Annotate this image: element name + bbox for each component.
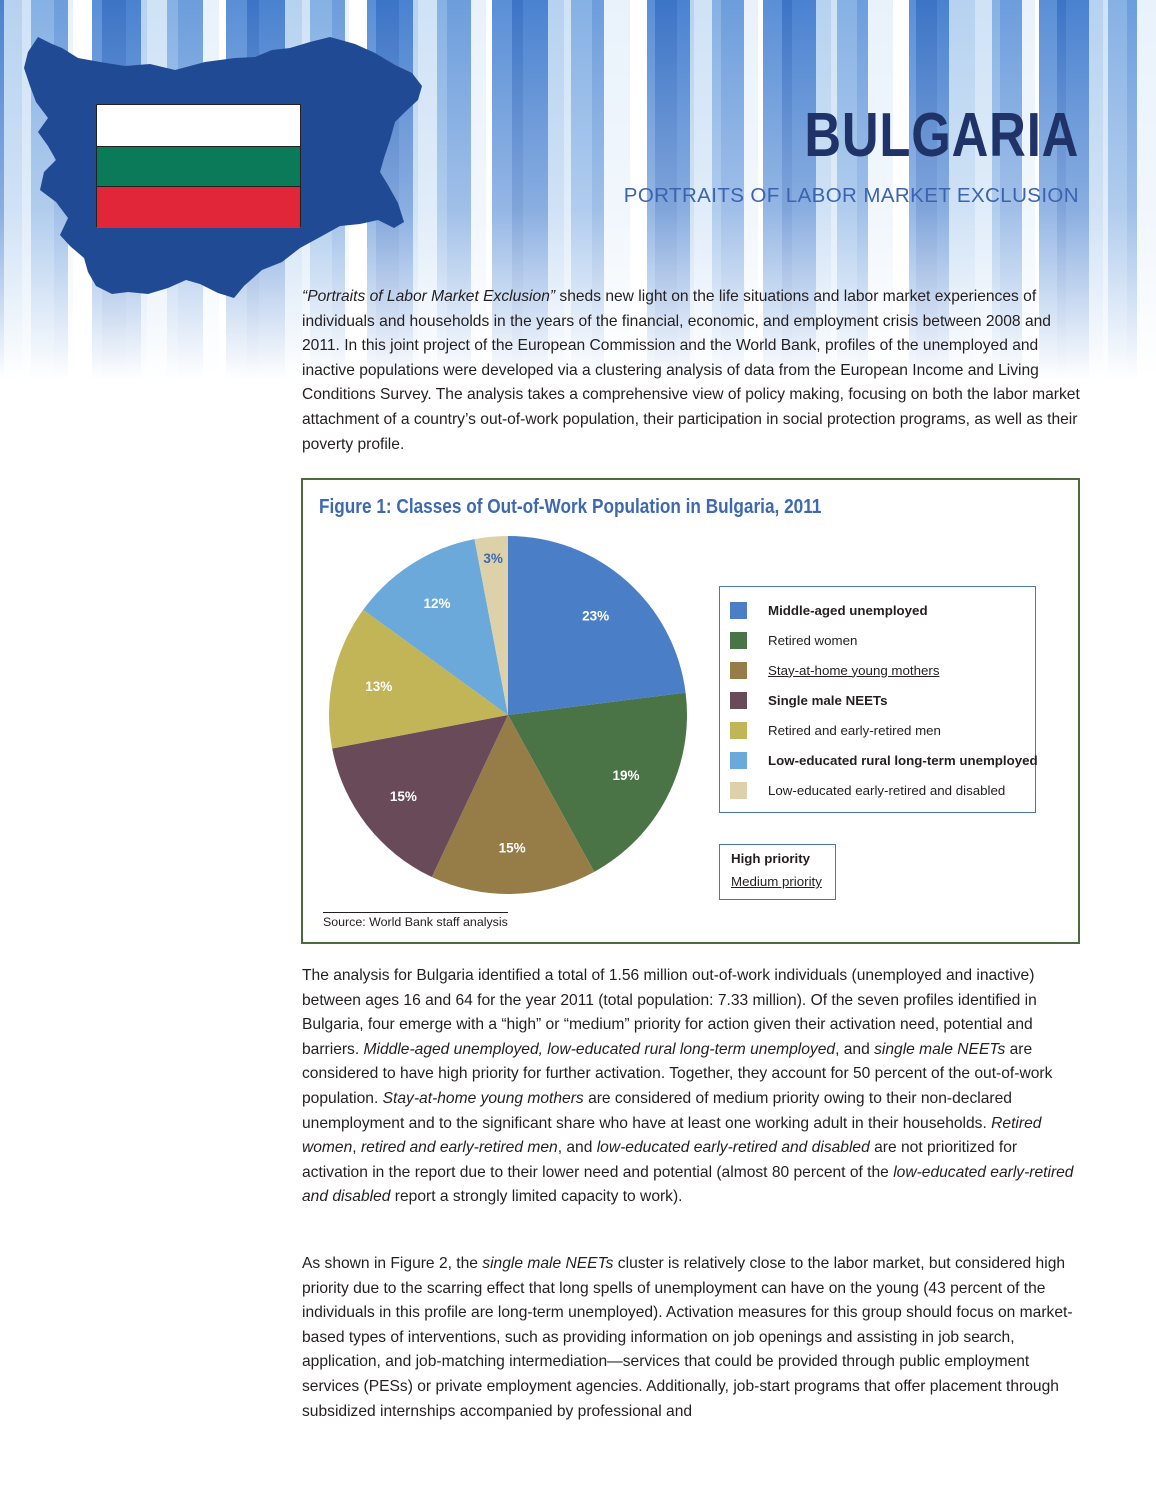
legend-item	[730, 780, 1005, 800]
legend-swatch	[730, 662, 747, 679]
flag-white-stripe	[97, 105, 300, 146]
legend-label: Stay-at-home young mothers	[768, 662, 940, 678]
pie-data-label: 19%	[612, 768, 640, 784]
legend-swatch	[730, 782, 747, 799]
legend-label: Retired and early-retired men	[768, 722, 941, 738]
page-subtitle: PORTRAITS OF LABOR MARKET EXCLUSION	[623, 184, 1079, 207]
legend-item	[730, 690, 887, 710]
legend-item	[730, 660, 939, 680]
legend-swatch	[730, 602, 747, 619]
italic-run: single male NEETs	[482, 1255, 614, 1272]
legend-label: Middle-aged unemployed	[768, 602, 928, 618]
pie-data-label: 13%	[365, 679, 393, 695]
italic-run: Retired women	[302, 1114, 1042, 1157]
legend-swatch	[730, 722, 747, 739]
pie-data-label: 3%	[483, 551, 503, 567]
legend-label: Low-educated rural long-term unemployed	[768, 752, 1038, 768]
text-run: are not prioritized for activation in the report due to their lower need and potential (almost 80 percent of the	[302, 1139, 1018, 1181]
page-title: BULGARIA	[804, 101, 1079, 170]
legend-label: Low-educated early-retired and disabled	[768, 782, 1006, 798]
text-run: are considered of medium priority owing to their non-declared unemployment and to the significant share who have at least one working adult in their households.	[302, 1089, 1012, 1132]
priority-medium-label: Medium priority	[731, 874, 822, 889]
flag-green-stripe	[97, 146, 300, 187]
legend-swatch	[730, 752, 747, 769]
legend-item	[730, 720, 941, 740]
legend-label: Single male NEETs	[768, 692, 888, 708]
legend-swatch	[730, 632, 747, 649]
analysis-paragraph	[302, 964, 1082, 1210]
text-run: , and	[557, 1139, 597, 1157]
flag-red-stripe	[97, 187, 300, 228]
italic-run: Stay-at-home young mothers	[382, 1089, 584, 1107]
priority-legend	[719, 844, 836, 900]
figure-source: Source: World Bank staff analysis	[323, 912, 508, 929]
chart-legend	[719, 586, 1036, 813]
italic-run: low-educated early-retired and disabled	[596, 1139, 870, 1157]
text-run: As shown in Figure 2, the	[302, 1255, 483, 1272]
intro-text: sheds new light on the life situations and labor market experiences of individuals and households in the years of the financial, economic, and employment crisis between 2008 and 2011. In this joint project of the European Commission and the World Bank, profiles of the unemployed and inactive populations were developed via a clustering analysis of data from the European Income and Living Conditions Survey. The analysis takes a comprehensive view of policy making, focusing on both the labor market attachment of a country’s out-of-work population, their participation in social protection programs, as well as their poverty profile.	[302, 288, 1080, 453]
text-run: , and	[835, 1040, 875, 1058]
legend-item	[730, 750, 1038, 770]
pie-data-label: 23%	[582, 608, 610, 624]
legend-swatch	[730, 692, 747, 709]
text-run: are considered to have high priority for further activation. Together, they account for 50 percent of the out-of-work population.	[302, 1040, 1053, 1107]
pie-data-label: 15%	[389, 789, 417, 805]
italic-run: single male NEETs	[874, 1040, 1006, 1058]
italic-run: Middle-aged unemployed, low-educated rural long-term unemployed	[363, 1040, 836, 1058]
legend-label: Retired women	[768, 632, 858, 648]
figure-1	[301, 478, 1080, 944]
intro-paragraph	[302, 285, 1082, 457]
text-run: ,	[352, 1139, 361, 1157]
priority-high-label: High priority	[731, 851, 811, 866]
intro-lead: “Portraits of Labor Market Exclusion”	[302, 288, 556, 305]
neets-paragraph	[302, 1252, 1082, 1424]
legend-item	[730, 630, 857, 650]
text-run: cluster is relatively close to the labor market, but considered high priority due to the scarring effect that long spells of unemployment can have on the young (43 percent of the individuals in this profile are long-term unemployed). Activation measures for this group should focus on market-based types of interventions, such as providing information on job openings and assisting in job search, application, and job-matching intermediation—services that could be provided through public employment services (PESs) or private employment agencies. Additionally, job-start programs that offer placement through subsidized internships accompanied by professional and	[302, 1255, 1073, 1420]
italic-run: low-educated early-retired and disabled	[302, 1163, 1074, 1206]
pie-data-label: 15%	[498, 840, 526, 856]
legend-item	[730, 600, 928, 620]
pie-slice-middle-aged-unemployed	[508, 536, 686, 715]
text-run: The analysis for Bulgaria identified a total of 1.56 million out-of-work individuals (unemployed and inactive) between ages 16 and 64 for the year 2011 (total population: 7.33 million). Of the seven profiles identified in Bulgaria, four emerge with a “high” or “medium” priority for action given their activation need, potential and barriers.	[302, 967, 1037, 1058]
pie-data-label: 12%	[423, 596, 451, 612]
bulgarian-flag	[96, 104, 301, 227]
figure-title: Figure 1: Classes of Out-of-Work Population in Bulgaria, 2011	[319, 496, 822, 518]
text-run: report a strongly limited capacity to work).	[390, 1188, 683, 1206]
italic-run: retired and early-retired men	[360, 1139, 558, 1157]
